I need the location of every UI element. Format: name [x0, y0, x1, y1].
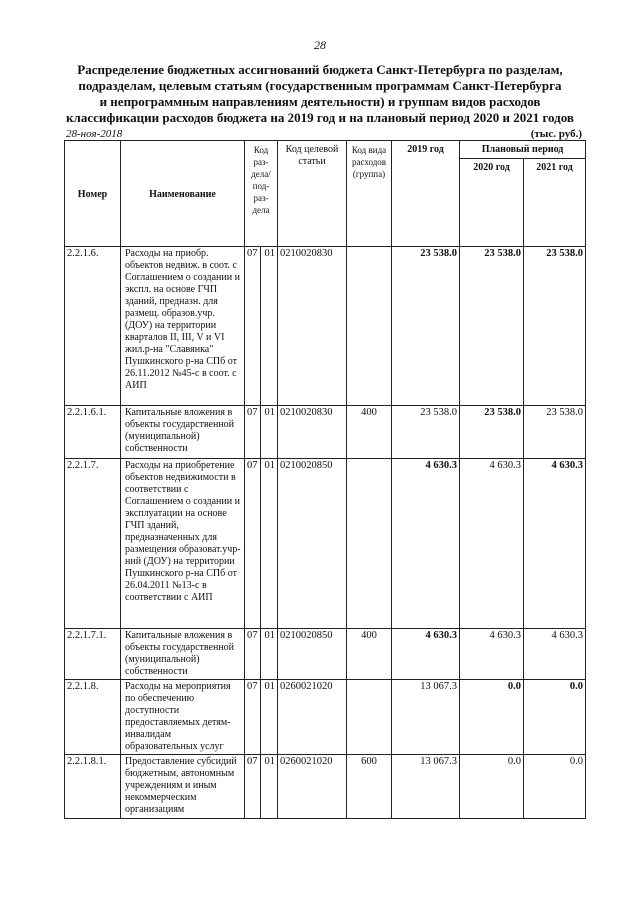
row-2020: 4 630.3 — [460, 459, 524, 629]
header-section: Код раз- дела/ под- раз- дела — [245, 141, 278, 247]
title-line-4: классификации расходов бюджета на 2019 год и на плановый период 2020 и 2021 годов — [66, 110, 574, 125]
row-subsection: 01 — [261, 247, 278, 406]
table-row — [65, 755, 586, 819]
row-section: 07 — [245, 629, 261, 680]
row-kind: 600 — [347, 755, 392, 819]
row-2019: 4 630.3 — [392, 459, 460, 629]
row-subsection: 01 — [261, 755, 278, 819]
row-section: 07 — [245, 459, 261, 629]
row-name: Предоставление субсидий бюджетным, автономным учреждениям и иным некоммерческим организациям — [121, 755, 245, 819]
header-name: Наименование — [121, 141, 245, 247]
row-kind: 400 — [347, 629, 392, 680]
row-2020: 0.0 — [460, 680, 524, 755]
row-kind — [347, 247, 392, 406]
row-2021: 4 630.3 — [524, 459, 586, 629]
row-2021: 23 538.0 — [524, 247, 586, 406]
row-number: 2.2.1.8.1. — [65, 755, 121, 819]
row-2019: 23 538.0 — [392, 247, 460, 406]
row-2021: 0.0 — [524, 755, 586, 819]
header-planned-period: Плановый период — [460, 141, 586, 159]
row-name: Расходы на приобр. объектов недвиж. в соот. с Соглашением о создании и экспл. на основе ГЧП зданий, предназн. для размещ. образов.учр. (ДОУ) на территории кварталов II, III, V и VI жил.р-на "Славянка" Пушкинского р-на СПб от 26.11.2012 №45-с в соот. с АИП — [121, 247, 245, 406]
row-number: 2.2.1.7.1. — [65, 629, 121, 680]
row-2021: 23 538.0 — [524, 406, 586, 459]
row-2020: 0.0 — [460, 755, 524, 819]
row-2019: 13 067.3 — [392, 680, 460, 755]
row-section: 07 — [245, 755, 261, 819]
document-date: 28-ноя-2018 — [66, 128, 123, 140]
header-2020: 2020 год — [460, 159, 524, 247]
row-2019: 23 538.0 — [392, 406, 460, 459]
table-row — [65, 680, 586, 755]
row-name: Капитальные вложения в объекты государственной (муниципальной) собственности — [121, 406, 245, 459]
header-target: Код целевой статьи — [278, 141, 347, 247]
table-row — [65, 247, 586, 406]
row-number: 2.2.1.7. — [65, 459, 121, 629]
document-title — [40, 62, 600, 126]
row-name: Капитальные вложения в объекты государственной (муниципальной) собственности — [121, 629, 245, 680]
row-target: 0260021020 — [278, 680, 347, 755]
row-section: 07 — [245, 406, 261, 459]
row-section: 07 — [245, 247, 261, 406]
row-number: 2.2.1.8. — [65, 680, 121, 755]
header-2019: 2019 год — [392, 141, 460, 247]
row-kind: 400 — [347, 406, 392, 459]
row-2019: 13 067.3 — [392, 755, 460, 819]
row-subsection: 01 — [261, 406, 278, 459]
row-2020: 23 538.0 — [460, 247, 524, 406]
row-2021: 0.0 — [524, 680, 586, 755]
row-2020: 23 538.0 — [460, 406, 524, 459]
row-name: Расходы на мероприятия по обеспечению доступности предоставляемых детям-инвалидам образовательных услуг — [121, 680, 245, 755]
row-target: 0260021020 — [278, 755, 347, 819]
row-section: 07 — [245, 680, 261, 755]
header-2021: 2021 год — [524, 159, 586, 247]
row-subsection: 01 — [261, 680, 278, 755]
row-2019: 4 630.3 — [392, 629, 460, 680]
header-kind: Код вида расходов (группа) — [347, 141, 392, 247]
row-2020: 4 630.3 — [460, 629, 524, 680]
row-target: 0210020850 — [278, 629, 347, 680]
row-2021: 4 630.3 — [524, 629, 586, 680]
title-line-3: и непрограммным направлениям деятельности) и группам видов расходов — [99, 94, 541, 109]
units-label: (тыс. руб.) — [530, 128, 582, 140]
table-row — [65, 459, 586, 629]
header-number: Номер — [65, 141, 121, 247]
page-number: 28 — [314, 38, 326, 52]
row-target: 0210020830 — [278, 247, 347, 406]
row-number: 2.2.1.6.1. — [65, 406, 121, 459]
row-target: 0210020850 — [278, 459, 347, 629]
row-number: 2.2.1.6. — [65, 247, 121, 406]
row-subsection: 01 — [261, 459, 278, 629]
budget-table — [64, 140, 586, 819]
row-target: 0210020830 — [278, 406, 347, 459]
title-line-2: подразделам, целевым статьям (государственным программам Санкт-Петербурга — [78, 78, 562, 93]
row-subsection: 01 — [261, 629, 278, 680]
title-line-1: Распределение бюджетных ассигнований бюджета Санкт-Петербурга по разделам, — [77, 62, 563, 77]
row-kind — [347, 680, 392, 755]
row-kind — [347, 459, 392, 629]
table-row — [65, 629, 586, 680]
row-name: Расходы на приобретение объектов недвижимости в соответствии с Соглашением о создании и эксплуатации на основе ГЧП зданий, предназначенных для размещения образоват.учр-ний (ДОУ) на территории Пушкинского р-на СПб от 26.04.2011 №13-с в соответствии с АИП — [121, 459, 245, 629]
table-row — [65, 406, 586, 459]
